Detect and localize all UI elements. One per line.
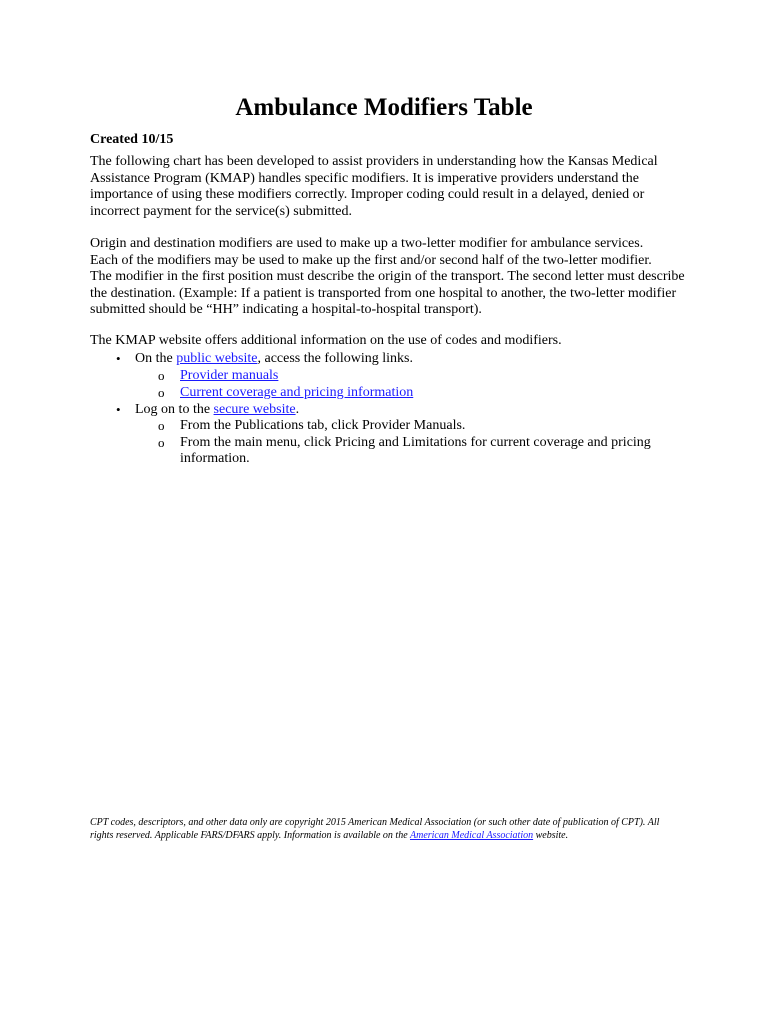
website-info-paragraph: The KMAP website offers additional information on the use of codes and modifiers. [90,333,562,348]
explanation-line: The modifier in the first position must describe the origin of the transport. The second letter must describe [90,269,685,284]
list-item-suffix: , access the following links. [257,351,414,366]
sub-bullet-icon: o [158,435,165,450]
provider-manuals-link[interactable]: Provider manuals [180,368,279,383]
bullet-icon: • [116,351,121,366]
sub-bullet-icon: o [158,368,165,383]
intro-line: Assistance Program (KMAP) handles specific modifiers. It is imperative providers understand the [90,170,639,186]
explanation-line: the destination. (Example: If a patient is transported from one hospital to another, the two-letter modifier [90,285,677,301]
list-item-prefix: On the [135,351,177,366]
explanation-line: Origin and destination modifiers are used to make up a two-letter modifier for ambulance services. [90,236,644,251]
coverage-pricing-link[interactable]: Current coverage and pricing information [180,385,414,400]
explanation-line: Each of the modifiers may be used to make up the first and/or second half of the two-letter modifier. [90,252,652,268]
footer-line [90,829,680,842]
bullet-icon: • [116,402,121,417]
ama-link[interactable]: American Medical Association [409,830,534,841]
sub-list-item-continuation: information. [180,451,250,466]
sub-bullet-icon: o [158,385,165,400]
sub-list-item [180,385,413,402]
list-item-prefix: Log on to the [135,402,214,417]
intro-line: The following chart has been developed to assist providers in understanding how the Kansas Medical [90,154,658,169]
footer-suffix: website. [533,830,569,841]
list-item-public-website [135,351,413,368]
sub-list-item: From the main menu, click Pricing and Limitations for current coverage and pricing [180,435,651,450]
page-title: Ambulance Modifiers Table [235,94,533,121]
sub-bullet-icon: o [158,418,165,433]
created-date: Created 10/15 [90,132,174,147]
modifier-explanation-paragraph [90,236,690,319]
explanation-line: submitted should be “HH” indicating a hospital-to-hospital transport). [90,302,482,317]
footer-prefix: rights reserved. Applicable FARS/DFARS apply. Information is available on the [90,830,410,841]
footer-line: CPT codes, descriptors, and other data only are copyright 2015 American Medical Association (or such other date of publication of CPT). All [90,817,660,828]
public-website-link[interactable]: public website [176,351,258,366]
intro-line: importance of using these modifiers correctly. Improper coding could result in a delayed, denied or [90,187,645,202]
secure-website-link[interactable]: secure website [213,402,296,417]
sub-list-item [180,368,278,385]
sub-list-item: From the Publications tab, click Provider Manuals. [180,418,466,433]
intro-paragraph [90,154,690,220]
list-item-secure-website [135,402,299,419]
list-item-suffix: . [295,402,300,417]
copyright-footer [90,816,680,842]
intro-line: incorrect payment for the service(s) submitted. [90,203,353,219]
